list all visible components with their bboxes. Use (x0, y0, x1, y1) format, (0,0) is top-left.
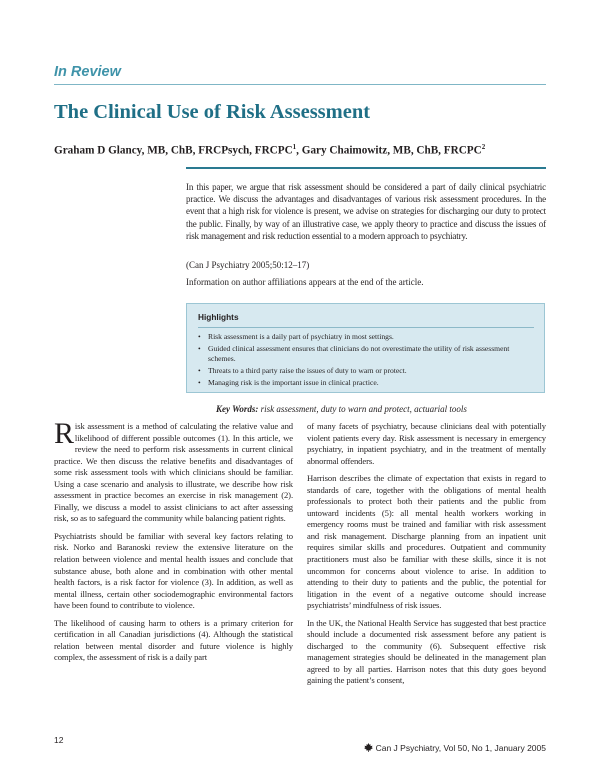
author-1-affiliation: 1 (292, 143, 297, 151)
paragraph: Psychiatrists should be familiar with several key factors relating to risk. Norko and Baranoski review the extensive literature on the relation between violence and mental health issues and conclude that substance abuse, both alone and in combination with other mental health factors, is a risk factor for violence (3). In addition, as well as mental illness, certain other sociodemographic environmental factors have been found to contribute to violence. (54, 530, 293, 611)
bullet-icon: • (198, 378, 201, 388)
highlight-text: Guided clinical assessment ensures that clinicians do not overestimate the utility of risk assessment schemes. (208, 344, 510, 363)
author-2-affiliation: 2 (481, 143, 486, 151)
paragraph-text: isk assessment is a method of calculating the relative value and likelihood of different possible outcomes (1). In this article, we review the need to perform risk assessments in current clinical practice. We then discuss the relative benefits and disadvantages of some risk assessment tools with which clinicians should be familiar. Using a case scenario and analysis to illustrate, we describe how risk assessment in practice becomes an exercise in risk management (2). Finally, we discuss a model to assist clinicians to act after assessing risk, so as to safeguard the community while balancing patient rights. (54, 421, 293, 524)
dropcap: R (54, 417, 74, 450)
paragraph: The likelihood of causing harm to others is a primary criterion for certification in all Canadian jurisdictions (4). Although the statistical relation between mental disorder and future violence is highly complex, the assessment of risk is a daily part (54, 617, 293, 663)
page-number: 12 (54, 735, 64, 745)
authors (54, 143, 485, 157)
paragraph (54, 417, 293, 525)
highlights-title: Highlights (198, 312, 239, 322)
affiliation-note: Information on author affiliations appears at the end of the article. (186, 277, 424, 287)
author-separator: , (296, 144, 302, 157)
keywords-text: risk assessment, duty to warn and protect, actuarial tools (258, 404, 467, 414)
highlight-text: Risk assessment is a daily part of psychiatry in most settings. (208, 332, 394, 341)
highlights-box (186, 303, 545, 393)
paragraph: Harrison describes the climate of expectation that exists in regard to standards of care, together with the obligations of mental health professionals to protect both their patients and the public from untoward incidents (5): all mental health workers working in emergency rooms must be trained and familiar with risk assessment and risk management. Discharge planning from an inpatient unit requires similar skills and procedures. Outpatient and community practitioners must also be familiar with these skills, since it is not uncommon for concerns about violence to arise. In addition to attending to their duty to patients and the public, the potential for litigation in the event of a negative outcome should increase psychiatrists’ mindfulness of risk issues. (307, 473, 546, 611)
highlights-rule (198, 327, 534, 328)
paragraph: In the UK, the National Health Service has suggested that best practice should include a documented risk assessment before any patient is discharged to the community (6). Subsequent effective risk management strategies should be delineated in the management plan agreed to by all parties. Harrison notes that this duty goes beyond gaining the patient’s consent, (307, 617, 546, 686)
body-column-right (307, 421, 546, 693)
highlight-text: Threats to a third party raise the issues of duty to warn or protect. (208, 365, 407, 375)
highlight-item (198, 344, 534, 363)
author-rule (186, 167, 546, 169)
highlight-text: Managing risk is the important issue in clinical practice. (208, 378, 379, 388)
journal-citation: Can J Psychiatry, Vol 50, No 1, January 2005 (375, 743, 546, 753)
abstract: In this paper, we argue that risk assessment should be considered a part of daily clinical psychiatric practice. We discuss the advantages and disadvantages of various risk assessment procedures. In the event that a high risk for violence is present, we advise on strategies for discharging our duty to protect the public. Finally, by way of an illustrative case, we apply theory to practice and discuss the issues of risk management and risk reduction essential to a modern approach to psychiatry. (186, 182, 546, 241)
author-2: Gary Chaimowitz, MB, ChB, FRCPC (301, 144, 482, 157)
keywords-label: Key Words: (216, 404, 259, 414)
keywords (216, 404, 467, 414)
body-column-left (54, 417, 293, 670)
section-rule (54, 84, 546, 85)
highlight-item (198, 366, 534, 375)
citation: (Can J Psychiatry 2005;50:12–17) (186, 260, 310, 270)
section-label: In Review (54, 64, 121, 80)
journal-footer (364, 743, 546, 753)
bullet-icon: • (198, 344, 201, 354)
highlight-item (198, 332, 534, 341)
author-1: Graham D Glancy, MB, ChB, FRCPsych, FRCPC (54, 144, 293, 157)
bullet-icon: • (198, 365, 201, 375)
article-title: The Clinical Use of Risk Assessment (54, 101, 371, 123)
bullet-icon: • (198, 332, 201, 341)
highlight-item (198, 378, 534, 387)
paragraph: of many facets of psychiatry, because clinicians deal with potentially violent patients every day. Risk assessment is necessary in emergency psychiatry, in inpatient psychiatry, and in the treatment of mentally abnormal offenders. (307, 421, 546, 466)
maple-leaf-icon (364, 743, 373, 752)
